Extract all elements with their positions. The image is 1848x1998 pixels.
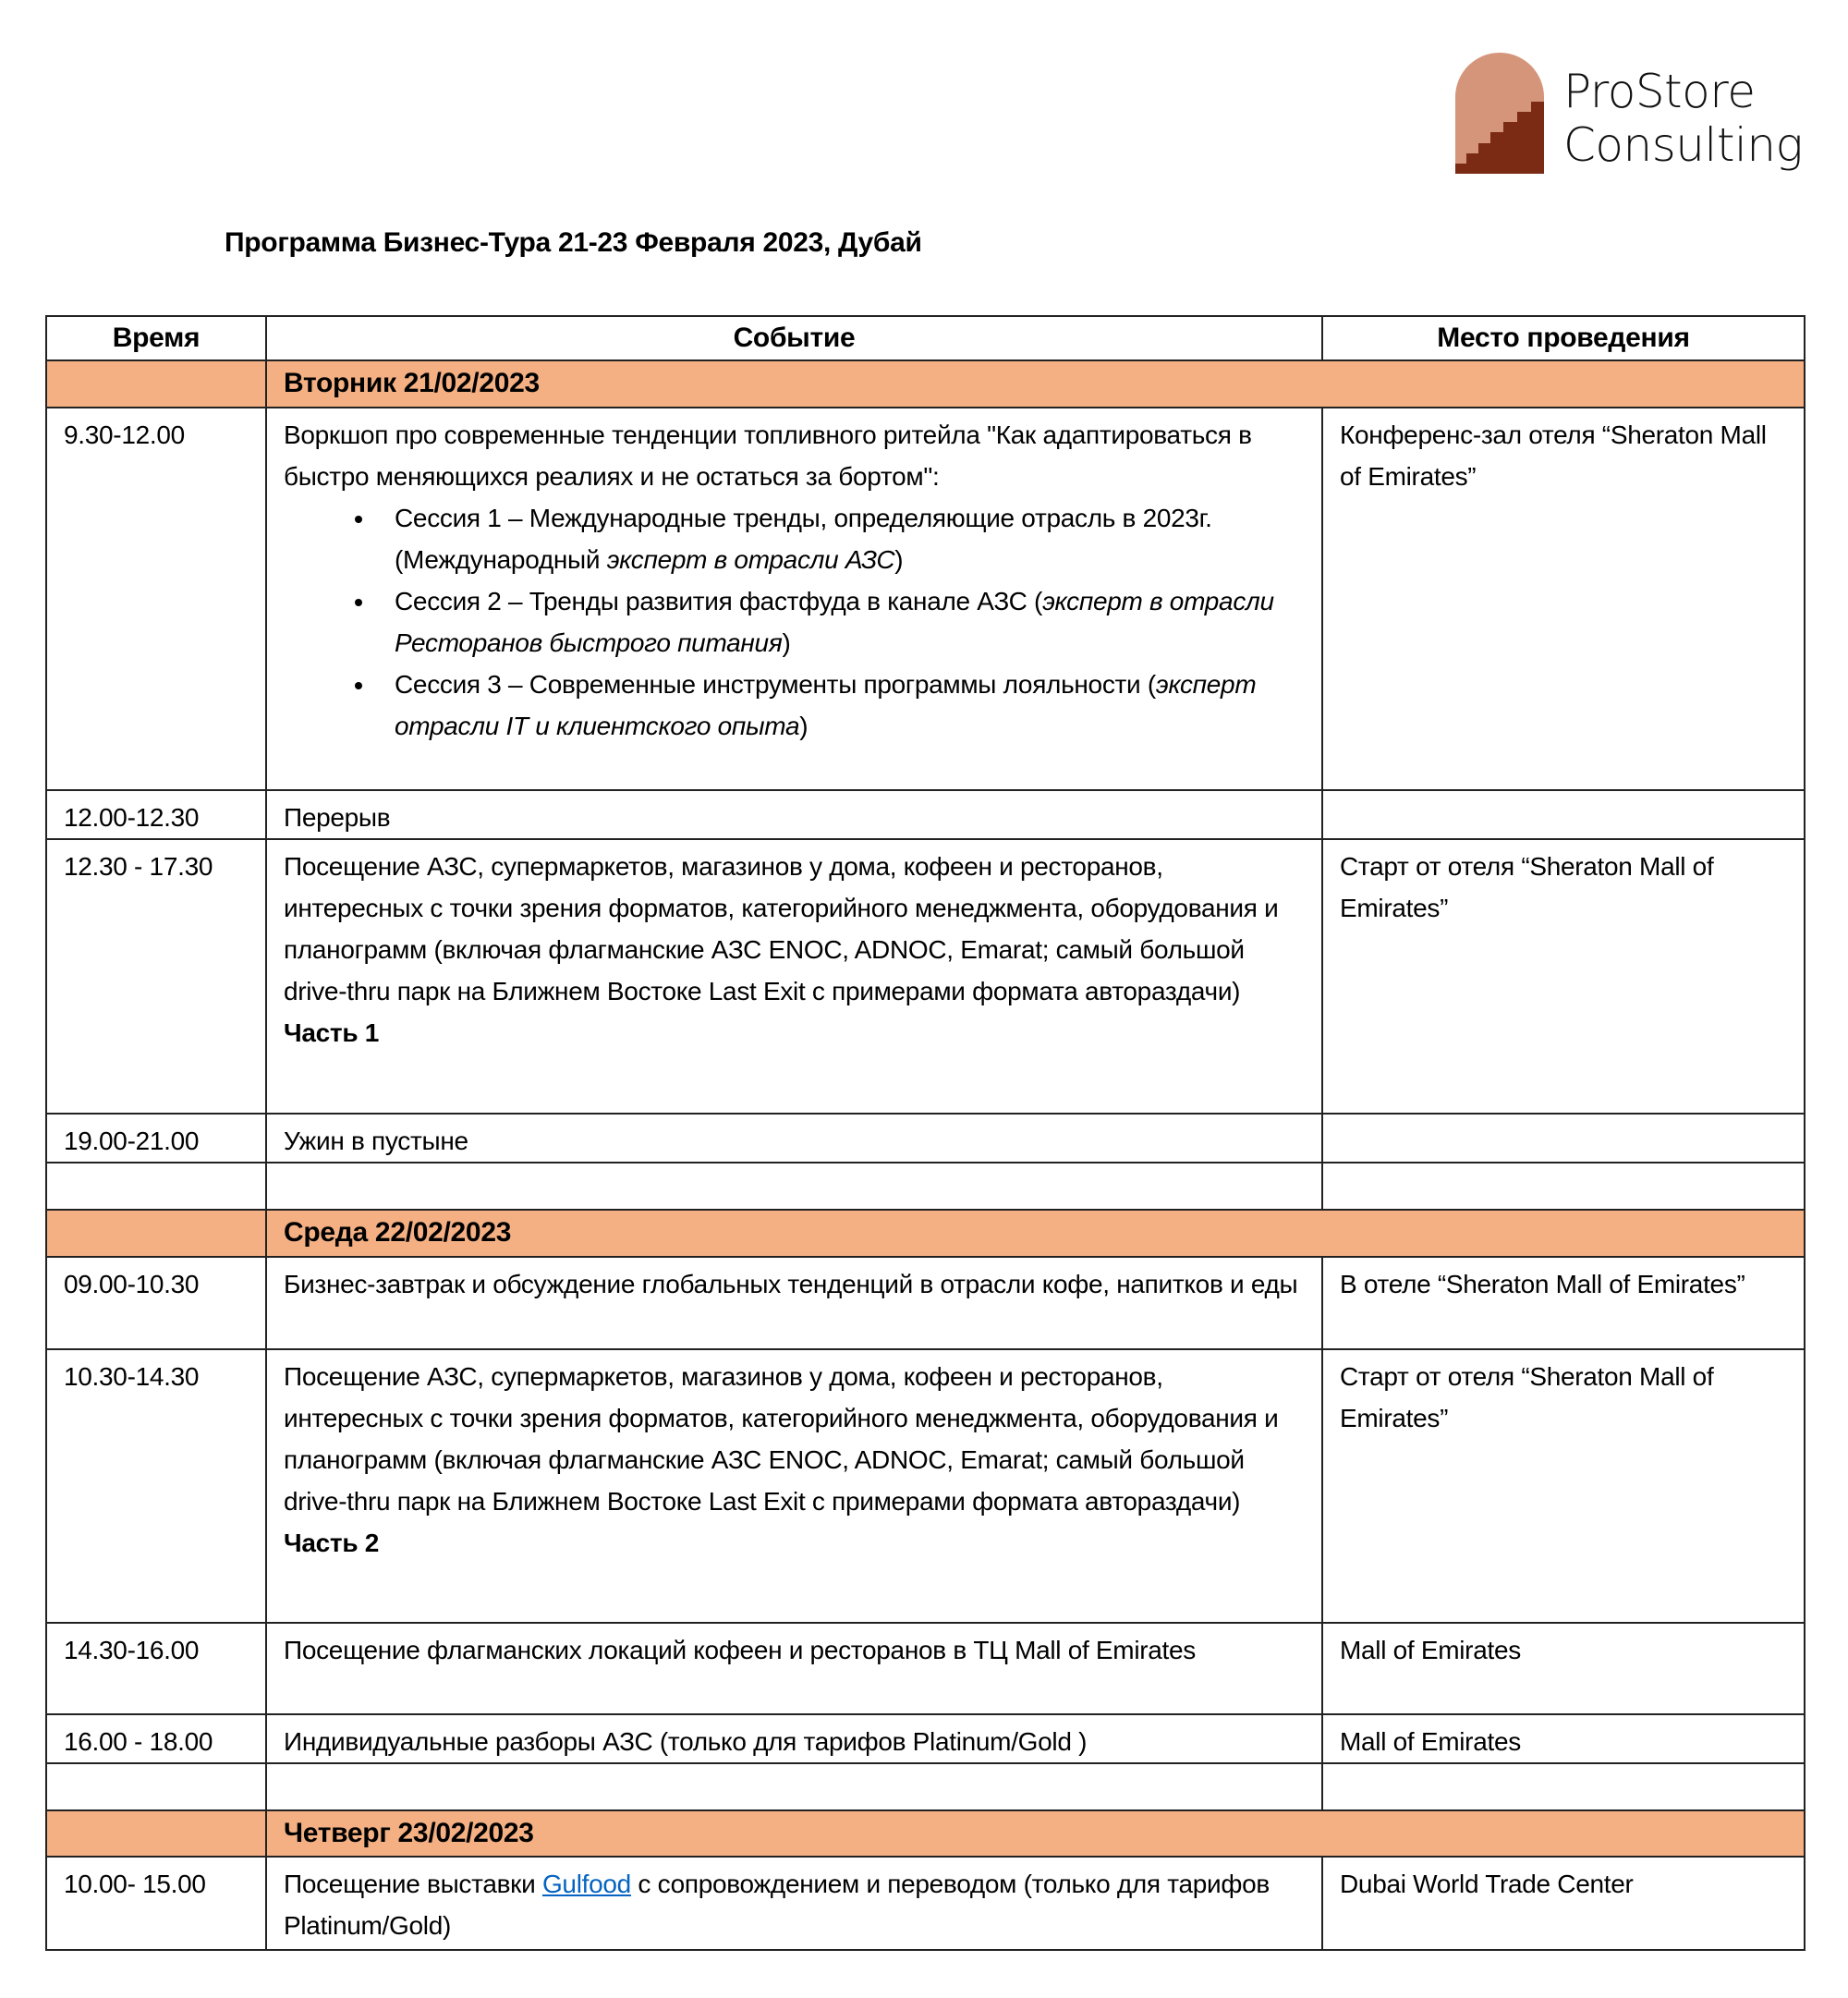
session-item (376, 497, 1305, 580)
day-row (46, 360, 1805, 408)
logo-line-1: ProStore (1563, 65, 1756, 118)
table-row (46, 1114, 1805, 1163)
time-cell: 10.00- 15.00 (46, 1857, 266, 1950)
time-cell: 09.00-10.30 (46, 1257, 266, 1349)
session-end: ) (782, 628, 791, 657)
place-cell: Dubai World Trade Center (1322, 1857, 1805, 1950)
event-cell (266, 408, 1322, 790)
empty-cell (46, 1163, 266, 1210)
day-empty-cell (46, 360, 266, 408)
time-cell: 9.30-12.00 (46, 408, 266, 790)
event-cell: Индивидуальные разборы АЗС (только для тарифов Platinum/Gold ) (266, 1714, 1322, 1763)
table-row (46, 790, 1805, 839)
session-text: Сессия 2 – Тренды развития фастфуда в канале АЗС ( (395, 587, 1043, 615)
empty-cell (266, 1763, 1322, 1810)
session-expert: эксперт в отрасли Ресторанов быстрого питания (395, 587, 1274, 657)
event-cell (266, 1349, 1322, 1623)
place-cell: Mall of Emirates (1322, 1714, 1805, 1763)
event-cell: Бизнес-завтрак и обсуждение глобальных тенденций в отрасли кофе, напитков и еды (266, 1257, 1322, 1349)
session-text: Сессия 1 – Международные тренды, определяющие отрасль в 2023г. (Международный (395, 504, 1212, 574)
session-text: Сессия 3 – Современные инструменты программы лояльности ( (395, 670, 1156, 699)
session-item (376, 580, 1305, 664)
table-row (46, 408, 1805, 790)
empty-row (46, 1763, 1805, 1810)
time-cell: 12.30 - 17.30 (46, 839, 266, 1114)
header-time: Время (46, 316, 266, 360)
empty-row (46, 1163, 1805, 1210)
gulfood-link[interactable]: Gulfood (541, 1870, 631, 1898)
empty-cell (1322, 1163, 1805, 1210)
event-cell (266, 839, 1322, 1114)
place-cell (1322, 1114, 1805, 1163)
session-end: ) (799, 712, 808, 740)
time-cell: 16.00 - 18.00 (46, 1714, 266, 1763)
place-cell (1322, 790, 1805, 839)
session-list (284, 497, 1305, 747)
event-text-post: с сопровождением и переводом (только для тарифов Platinum/Gold) (284, 1870, 1270, 1940)
event-text-pre: Посещение выставки (284, 1870, 542, 1898)
empty-cell (1322, 1763, 1805, 1810)
table-row (46, 1714, 1805, 1763)
logo-text (1563, 65, 1803, 172)
time-cell: 19.00-21.00 (46, 1114, 266, 1163)
schedule-table (45, 315, 1805, 1951)
header-event: Событие (266, 316, 1322, 360)
place-cell: Старт от отеля “Sheraton Mall of Emirates” (1322, 839, 1805, 1114)
day-row (46, 1810, 1805, 1857)
time-cell: 12.00-12.30 (46, 790, 266, 839)
day-label: Четверг 23/02/2023 (266, 1810, 1805, 1857)
session-expert: эксперт в отрасли АЗС (606, 545, 895, 574)
day-empty-cell (46, 1810, 266, 1857)
event-part: Часть 2 (284, 1529, 379, 1557)
day-label: Среда 22/02/2023 (266, 1210, 1805, 1257)
page-title: Программа Бизнес-Тура 21-23 Февраля 2023, Дубай (225, 227, 922, 258)
day-row (46, 1210, 1805, 1257)
session-expert: эксперт отрасли IT и клиентского опыта (395, 670, 1257, 740)
event-text: Посещение АЗС, супермаркетов, магазинов у дома, кофеен и ресторанов, интересных с точки зрения форматов, категорийного менеджмента, оборудования и планограмм (включая флагманские АЗС ENOC, ADNOC, Emarat; самый большой drive-thru парк на Ближнем Востоке Last Exit с примерами формата автораздачи) (284, 1362, 1279, 1516)
company-logo (1455, 51, 1825, 180)
event-cell: Посещение флагманских локаций кофеен и ресторанов в ТЦ Mall of Emirates (266, 1623, 1322, 1714)
day-label: Вторник 21/02/2023 (266, 360, 1805, 408)
event-cell: Перерыв (266, 790, 1322, 839)
stairs-arch-icon (1455, 51, 1548, 176)
table-row (46, 1349, 1805, 1623)
place-cell: Mall of Emirates (1322, 1623, 1805, 1714)
table-row (46, 1857, 1805, 1950)
place-cell: В отеле “Sheraton Mall of Emirates” (1322, 1257, 1805, 1349)
time-cell: 10.30-14.30 (46, 1349, 266, 1623)
table-row (46, 1257, 1805, 1349)
empty-cell (46, 1763, 266, 1810)
logo-line-2: Consulting (1563, 118, 1804, 172)
session-end: ) (894, 545, 904, 574)
event-intro: Воркшоп про современные тенденции топливного ритейла "Как адаптироваться в быстро меняющихся реалиях и не остаться за бортом": (284, 420, 1252, 491)
time-cell: 14.30-16.00 (46, 1623, 266, 1714)
session-item (376, 664, 1305, 747)
header-row (46, 316, 1805, 360)
table-row (46, 1623, 1805, 1714)
place-cell: Старт от отеля “Sheraton Mall of Emirates” (1322, 1349, 1805, 1623)
place-cell: Конференс-зал отеля “Sheraton Mall of Emirates” (1322, 408, 1805, 790)
header-place: Место проведения (1322, 316, 1805, 360)
event-cell (266, 1857, 1322, 1950)
event-text: Посещение АЗС, супермаркетов, магазинов у дома, кофеен и ресторанов, интересных с точки зрения форматов, категорийного менеджмента, оборудования и планограмм (включая флагманские АЗС ENOC, ADNOC, Emarat; самый большой drive-thru парк на Ближнем Востоке Last Exit с примерами формата автораздачи) (284, 852, 1279, 1005)
empty-cell (266, 1163, 1322, 1210)
event-part: Часть 1 (284, 1018, 379, 1047)
event-cell: Ужин в пустыне (266, 1114, 1322, 1163)
day-empty-cell (46, 1210, 266, 1257)
table-row (46, 839, 1805, 1114)
